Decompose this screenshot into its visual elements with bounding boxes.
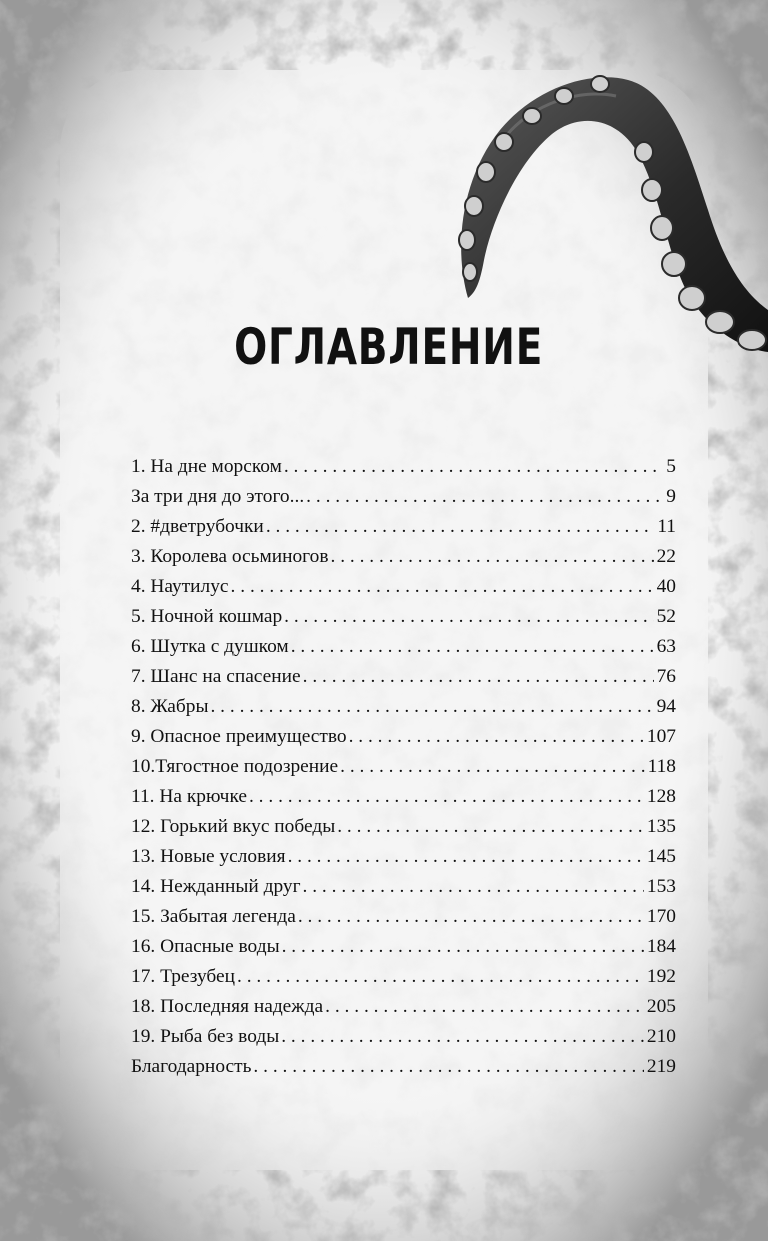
toc-entry — [131, 782, 676, 812]
toc-dot-leader — [210, 692, 653, 722]
toc-entry-page-number: 9 — [666, 486, 676, 507]
toc-dot-leader — [331, 542, 654, 572]
toc-entry-title: 9. Опасное преимущество — [131, 726, 347, 747]
toc-entry-page-number: 128 — [646, 786, 676, 807]
toc-entry-page-number: 118 — [647, 756, 676, 777]
toc-entry — [131, 962, 676, 992]
toc-entry — [131, 842, 676, 872]
toc-entry — [131, 692, 676, 722]
toc-entry — [131, 512, 676, 542]
toc-dot-leader — [340, 752, 644, 782]
toc-entry-title: 16. Опасные воды — [131, 936, 280, 957]
toc-entry-title: 17. Трезубец — [131, 966, 236, 987]
toc-dot-leader — [281, 1022, 644, 1052]
toc-entry — [131, 482, 676, 512]
toc-dot-leader — [303, 662, 654, 692]
toc-entry-title: 5. Ночной кошмар — [131, 606, 283, 627]
toc-entry-title: 11. На крючке — [131, 786, 247, 807]
toc-entry-page-number: 52 — [656, 606, 676, 627]
toc-dot-leader — [303, 872, 644, 902]
toc-entry — [131, 602, 676, 632]
toc-entry-title: 8. Жабры — [131, 696, 209, 717]
toc-dot-leader — [249, 782, 644, 812]
toc-entry — [131, 662, 676, 692]
toc-entry-page-number: 170 — [646, 906, 676, 927]
toc-dot-leader — [282, 932, 644, 962]
toc-dot-leader — [231, 572, 654, 602]
toc-entry — [131, 1022, 676, 1052]
toc-entry — [131, 722, 676, 752]
toc-entry-title: 18. Последняя надежда — [131, 996, 324, 1017]
toc-entry-title: 10.Тягостное подозрение — [131, 756, 339, 777]
toc-entry-title: 12. Горький вкус победы — [131, 816, 336, 837]
toc-entry-page-number: 11 — [657, 516, 676, 537]
toc-entry-title: Благодарность — [131, 1056, 252, 1077]
toc-entry-title: 19. Рыба без воды — [131, 1026, 280, 1047]
toc-entry-page-number: 219 — [646, 1056, 676, 1077]
toc-entry-page-number: 205 — [646, 996, 676, 1017]
toc-entry-title: За три дня до этого... — [131, 486, 305, 507]
toc-dot-leader — [237, 962, 644, 992]
toc-dot-leader — [291, 632, 654, 662]
toc-entry — [131, 932, 676, 962]
toc-entry-page-number: 40 — [656, 576, 676, 597]
toc-entry-page-number: 5 — [666, 456, 676, 477]
toc-entry-title: 4. Наутилус — [131, 576, 229, 597]
toc-entry — [131, 752, 676, 782]
toc-dot-leader — [325, 992, 644, 1022]
toc-dot-leader — [284, 452, 663, 482]
toc-dot-leader — [349, 722, 644, 752]
toc-dot-leader — [306, 482, 663, 512]
toc-entry-title: 7. Шанс на спасение — [131, 666, 301, 687]
toc-entry-page-number: 107 — [646, 726, 676, 747]
toc-entry-title: 14. Нежданный друг — [131, 876, 301, 897]
toc-entry-title: 15. Забытая легенда — [131, 906, 296, 927]
toc-entry — [131, 992, 676, 1022]
toc-entry-page-number: 210 — [646, 1026, 676, 1047]
toc-dot-leader — [253, 1052, 643, 1082]
toc-entry-page-number: 63 — [656, 636, 676, 657]
toc-dot-leader — [337, 812, 644, 842]
toc-entry-title: 13. Новые условия — [131, 846, 286, 867]
toc-entry — [131, 542, 676, 572]
toc-entry-page-number: 153 — [646, 876, 676, 897]
toc-entry-title: 3. Королева осьминогов — [131, 546, 329, 567]
toc-dot-leader — [298, 902, 644, 932]
toc-entry — [131, 1052, 676, 1082]
toc-entry — [131, 902, 676, 932]
table-of-contents — [131, 452, 676, 1082]
toc-entry-page-number: 22 — [656, 546, 676, 567]
toc-entry — [131, 572, 676, 602]
toc-entry-page-number: 184 — [646, 936, 676, 957]
toc-dot-leader — [288, 842, 644, 872]
toc-entry-page-number: 145 — [646, 846, 676, 867]
page-title: ОГЛАВЛЕНИЕ — [234, 318, 544, 376]
toc-entry-title: 2. #дветрубочки — [131, 516, 264, 537]
toc-entry — [131, 632, 676, 662]
toc-entry-title: 1. На дне морском — [131, 456, 282, 477]
toc-entry-page-number: 135 — [646, 816, 676, 837]
toc-dot-leader — [266, 512, 655, 542]
toc-entry-page-number: 76 — [656, 666, 676, 687]
toc-entry-title: 6. Шутка с душком — [131, 636, 289, 657]
toc-entry — [131, 872, 676, 902]
toc-entry — [131, 452, 676, 482]
toc-entry-page-number: 192 — [646, 966, 676, 987]
toc-entry-page-number: 94 — [656, 696, 676, 717]
toc-entry — [131, 812, 676, 842]
toc-dot-leader — [284, 602, 653, 632]
